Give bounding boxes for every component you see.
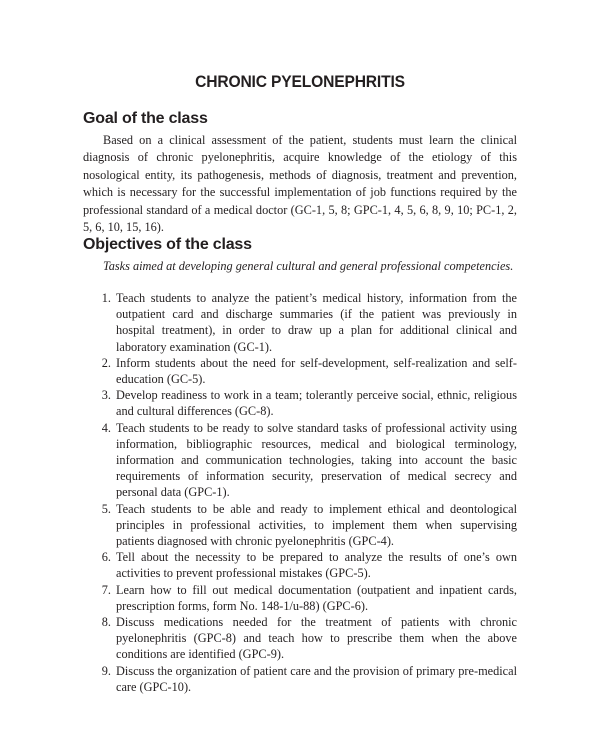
goal-paragraph: Based on a clinical assessment of the patient, students must learn the clinical diagnosis of chronic pyelonephritis, acquire knowledge of the etiology of this nosological entity, its pathogenesis, methods of diagnosis, treatment and prevention, which is necessary for the successful implementation of job functions required by the professional standard of a medical doctor (GC-1, 5, 8; GPC-1, 4, 5, 6, 8, 9, 10; PC-1, 2, 5, 6, 10, 15, 16). (83, 133, 517, 235)
list-item (83, 582, 517, 614)
list-item (83, 663, 517, 695)
list-item (83, 420, 517, 501)
list-item (83, 614, 517, 663)
item-text: Discuss medications needed for the treatment of patients with chronic pyelonephritis (GPC-8) and teach how to prescribe them when the above conditions are identified (GPC-9). (116, 615, 517, 662)
item-text: Develop readiness to work in a team; tolerantly perceive social, ethnic, religious and cultural differences (GC-8). (116, 388, 517, 419)
item-number: 5. (101, 501, 111, 516)
item-number: 3. (101, 388, 111, 403)
item-number: 7. (101, 582, 111, 597)
item-text: Teach students to be ready to solve standard tasks of professional activity using information, bibliographic resources, medical and biological terminology, information and communication technologies, taking into account the basic requirements of information security, preservation of medical secrecy and personal data (GPC-1). (116, 420, 517, 500)
objectives-intro: Tasks aimed at developing general cultural and general professional competencies. (103, 259, 514, 273)
page-title: CHRONIC PYELONEPHRITIS (195, 72, 405, 91)
item-number: 2. (101, 355, 111, 370)
item-number: 1. (101, 291, 111, 305)
list-item (83, 290, 517, 355)
list-item (83, 387, 517, 419)
item-text: Discuss the organization of patient care and the provision of primary pre-medical care (GPC-10). (116, 663, 517, 694)
list-item (83, 549, 517, 581)
list-item (83, 355, 517, 387)
item-number: 8. (101, 615, 111, 630)
item-text: Teach students to be able and ready to implement ethical and deontological principles in professional activities, to implement them when supervising patients diagnosed with chronic pyelonephritis (GPC-4). (116, 501, 517, 549)
objectives-list (83, 290, 517, 695)
goal-heading: Goal of the class (83, 110, 208, 127)
item-text: Tell about the necessity to be prepared to analyze the results of one’s own activities to prevent professional mistakes (GPC-5). (116, 550, 517, 581)
item-number: 6. (101, 550, 111, 565)
list-item (83, 501, 517, 550)
item-number: 9. (101, 663, 111, 678)
item-text: Learn how to fill out medical documentation (outpatient and inpatient cards, prescription forms, form No. 148-1/u-88) (GPC-6). (116, 582, 517, 613)
item-text: Inform students about the need for self-development, self-realization and self-education (GC-5). (116, 355, 517, 387)
objectives-heading: Objectives of the class (83, 236, 252, 253)
item-number: 4. (101, 420, 111, 435)
item-text: Teach students to analyze the patient’s medical history, information from the outpatient card and discharge summaries (if the patient was previously in hospital treatment), in order to draw up a plan for additional clinical and laboratory examination (GC-1). (116, 291, 517, 354)
